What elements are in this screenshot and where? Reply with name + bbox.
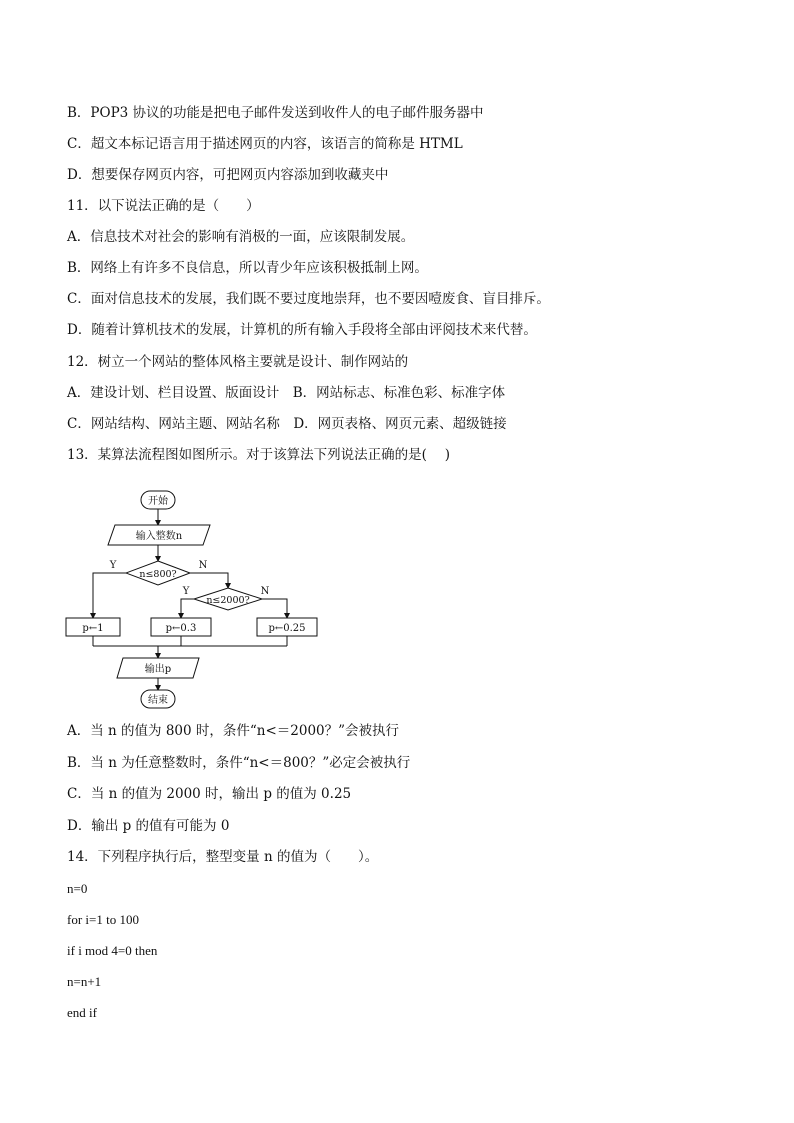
q10-option-c: C．超文本标记语言用于描述网页的内容，该语言的简称是 HTML xyxy=(67,136,463,152)
flow-p1-label: p←1 xyxy=(82,623,104,634)
q12-stem: 12．树立一个网站的整体风格主要就是设计、制作网站的 xyxy=(67,354,409,370)
flow-no-label-2: N xyxy=(260,586,270,597)
flow-start-label: 开始 xyxy=(148,496,168,507)
flow-cond1-label: n≤800? xyxy=(139,569,177,580)
q13-stem: 13．某算法流程图如图所示。对于该算法下列说法正确的是( ) xyxy=(67,447,451,463)
q11-option-b: B．网络上有许多不良信息，所以青少年应该积极抵制上网。 xyxy=(67,260,428,276)
q12-options-cd: C．网站结构、网站主题、网站名称 D．网页表格、网页元素、超级链接 xyxy=(67,416,507,432)
flow-p3-label: p←0.25 xyxy=(268,623,306,634)
q14-code-line-5: end if xyxy=(67,1005,97,1020)
q12-options-ab: A．建设计划、栏目设置、版面设计 B．网站标志、标准色彩、标准字体 xyxy=(67,385,506,401)
q13-option-a: A．当 n 的值为 800 时，条件“n<＝2000？”会被执行 xyxy=(67,723,400,739)
flow-cond2-label: n≤2000? xyxy=(206,595,250,606)
flow-input-label: 输入整数n xyxy=(135,531,183,542)
q14-stem: 14．下列程序执行后，整型变量 n 的值为（ ）。 xyxy=(67,849,379,865)
q14-code-line-4: n=n+1 xyxy=(67,974,102,989)
q13-option-c: C．当 n 的值为 2000 时，输出 p 的值为 0.25 xyxy=(67,786,352,802)
q10-option-b: B．POP3 协议的功能是把电子邮件发送到收件人的电子邮件服务器中 xyxy=(67,105,484,121)
q14-code-line-3: if i mod 4=0 then xyxy=(67,943,158,958)
q11-option-c: C．面对信息技术的发展，我们既不要过度地崇拜，也不要因噎废食、盲目排斥。 xyxy=(67,291,550,307)
flow-output-label: 输出p xyxy=(144,664,172,675)
flow-yes-label-2: Y xyxy=(182,586,190,597)
q11-option-d: D．随着计算机技术的发展，计算机的所有输入手段将全部由评阅技术来代替。 xyxy=(67,322,537,338)
flow-p2-label: p←0.3 xyxy=(165,623,197,634)
q10-option-d: D．想要保存网页内容，可把网页内容添加到收藏夹中 xyxy=(67,167,389,183)
q11-stem: 11．以下说法正确的是（ ） xyxy=(67,198,260,214)
q13-option-d: D．输出 p 的值有可能为 0 xyxy=(67,818,230,834)
q11-option-a: A．信息技术对社会的影响有消极的一面，应该限制发展。 xyxy=(67,229,415,245)
flow-no-label-1: N xyxy=(198,560,208,571)
q14-code-line-2: for i=1 to 100 xyxy=(67,912,139,927)
q14-code-line-1: n=0 xyxy=(67,881,88,896)
flow-yes-label-1: Y xyxy=(109,560,117,571)
flow-end-label: 结束 xyxy=(148,695,168,706)
q13-option-b: B．当 n 为任意整数时，条件“n<＝800？”必定会被执行 xyxy=(67,755,411,771)
